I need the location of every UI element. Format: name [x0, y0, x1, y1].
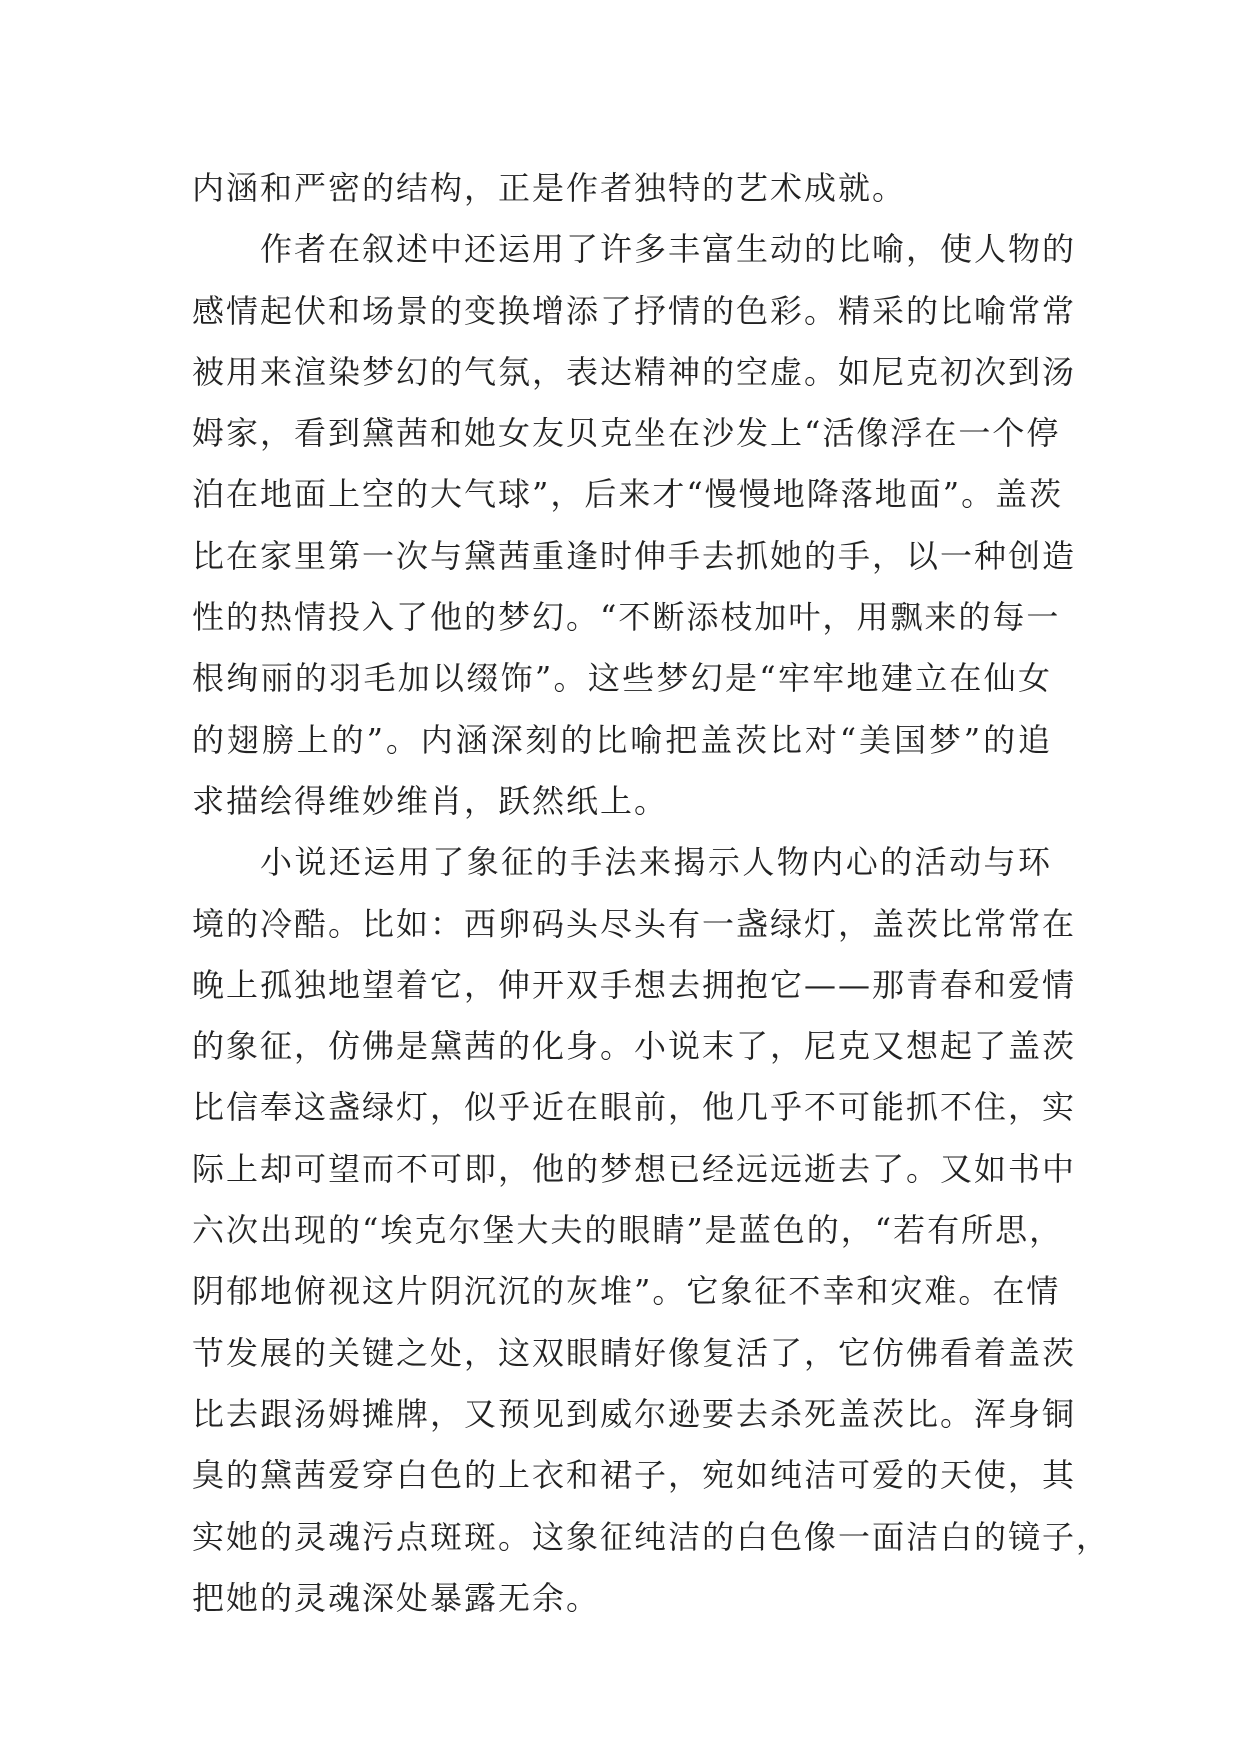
text-line: 的翅膀上的”。内涵深刻的比喻把盖茨比对“美国梦”的追 — [192, 720, 1052, 759]
text-line: 臭的黛茜爱穿白色的上衣和裙子，宛如纯洁可爱的天使，其 — [192, 1456, 1077, 1495]
text-line: 比在家里第一次与黛茜重逢时伸手去抓她的手，以一种创造 — [192, 536, 1077, 575]
text-line: 根绚丽的羽毛加以缀饰”。这些梦幻是“牢牢地建立在仙女 — [192, 659, 1052, 698]
text-line: 性的热情投入了他的梦幻。“不断添枝加叶，用飘来的每一 — [192, 598, 1061, 637]
paragraph-3 — [192, 832, 1111, 1629]
text-line: 姆家，看到黛茜和她女友贝克坐在沙发上“活像浮在一个停 — [192, 414, 1061, 453]
text-line: 际上却可望而不可即，他的梦想已经远远逝去了。又如书中 — [192, 1149, 1077, 1188]
text-line: 把她的灵魂深处暴露无余。 — [192, 1578, 601, 1617]
text-line: 六次出现的“埃克尔堡大夫的眼睛”是蓝色的，“若有所思， — [192, 1211, 1064, 1250]
text-line: 比信奉这盏绿灯，似乎近在眼前，他几乎不可能抓不住，实 — [192, 1088, 1077, 1127]
text-line: 晚上孤独地望着它，伸开双手想去拥抱它——那青春和爱情 — [192, 965, 1077, 1004]
text-line: 节发展的关键之处，这双眼睛好像复活了，它仿佛看着盖茨 — [192, 1333, 1077, 1372]
text-line: 实她的灵魂污点斑斑。这象征纯洁的白色像一面洁白的镜子， — [192, 1517, 1111, 1556]
paragraph-1 — [192, 158, 1052, 219]
text-line: 小说还运用了象征的手法来揭示人物内心的活动与环 — [260, 843, 1052, 882]
text-line: 比去跟汤姆摊牌，又预见到威尔逊要去杀死盖茨比。浑身铜 — [192, 1394, 1077, 1433]
text-line: 作者在叙述中还运用了许多丰富生动的比喻，使人物的 — [260, 230, 1077, 269]
text-line: 境的冷酷。比如：西卵码头尽头有一盏绿灯，盖茨比常常在 — [192, 904, 1077, 943]
text-line: 的象征，仿佛是黛茜的化身。小说末了，尼克又想起了盖茨 — [192, 1027, 1077, 1066]
text-line: 被用来渲染梦幻的气氛，表达精神的空虚。如尼克初次到汤 — [192, 352, 1077, 391]
text-line: 求描绘得维妙维肖，跃然纸上。 — [192, 781, 669, 820]
text-line: 泊在地面上空的大气球”，后来才“慢慢地降落地面”。盖茨 — [192, 475, 1064, 514]
body-text — [192, 158, 1111, 1629]
text-line: 阴郁地俯视这片阴沉沉的灰堆”。它象征不幸和灾难。在情 — [192, 1272, 1061, 1311]
text-line: 感情起伏和场景的变换增添了抒情的色彩。精采的比喻常常 — [192, 291, 1077, 330]
text-line: 内涵和严密的结构，正是作者独特的艺术成就。 — [192, 169, 907, 207]
paragraph-2 — [192, 219, 1077, 832]
